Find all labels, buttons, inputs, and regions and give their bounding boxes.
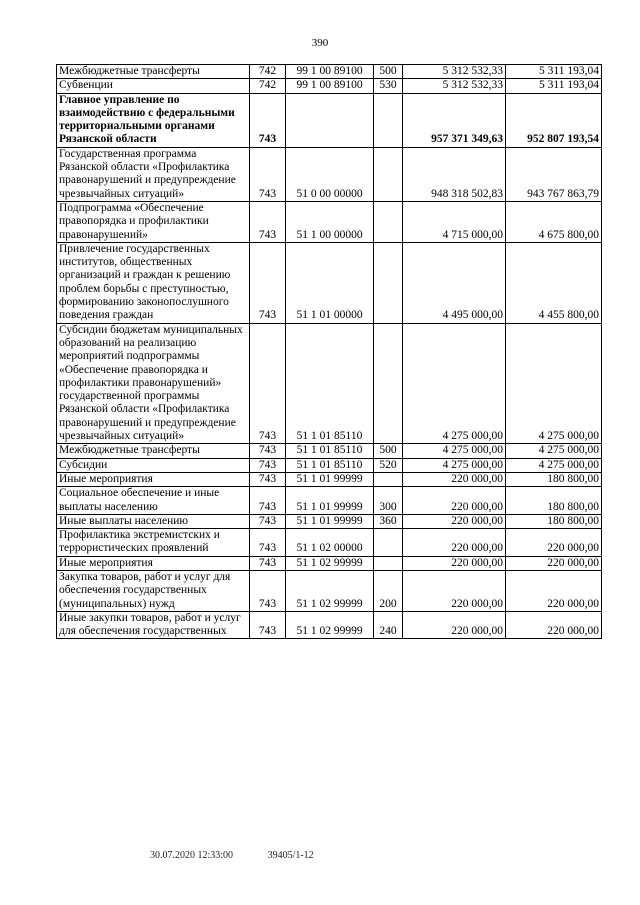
table-row [57, 147, 602, 201]
row-vr-code: 530 [374, 79, 403, 93]
row-ved-code: 742 [250, 79, 286, 93]
row-sum-2022: 220 000,00 [506, 611, 602, 639]
row-csr-code: 99 1 00 89100 [286, 65, 374, 79]
row-sum-2021: 5 312 532,33 [403, 65, 506, 79]
table-row [57, 472, 602, 486]
row-sum-2021: 957 371 349,63 [403, 93, 506, 147]
table-row [57, 570, 602, 611]
row-sum-2022: 4 675 800,00 [506, 201, 602, 242]
row-csr-code: 51 1 01 99999 [286, 487, 374, 515]
row-vr-code [374, 472, 403, 486]
row-vr-code [374, 93, 403, 147]
row-sum-2021: 220 000,00 [403, 570, 506, 611]
row-vr-code: 520 [374, 458, 403, 472]
row-csr-code: 51 1 02 00000 [286, 529, 374, 557]
row-vr-code [374, 556, 403, 570]
footer-timestamp: 30.07.2020 12:33:00 [150, 850, 234, 861]
row-name: Социальное обеспечение и иные выплаты населению [57, 487, 250, 515]
row-vr-code: 500 [374, 65, 403, 79]
row-ved-code: 743 [250, 570, 286, 611]
row-ved-code: 743 [250, 242, 286, 323]
row-vr-code [374, 147, 403, 201]
row-sum-2021: 220 000,00 [403, 529, 506, 557]
table-row [57, 556, 602, 570]
row-sum-2021: 4 275 000,00 [403, 323, 506, 444]
row-sum-2022: 4 275 000,00 [506, 323, 602, 444]
row-sum-2022: 943 767 863,79 [506, 147, 602, 201]
budget-table-body [57, 65, 602, 639]
row-ved-code: 743 [250, 201, 286, 242]
row-name: Привлечение государственных институтов, общественных организаций и граждан к решению проблем борьбы с преступностью, формированию законопослушного поведения граждан [57, 242, 250, 323]
row-sum-2022: 952 807 193,54 [506, 93, 602, 147]
row-vr-code [374, 529, 403, 557]
row-name: Государственная программа Рязанской области «Профилактика правонарушений и предупреждение чрезвычайных ситуаций» [57, 147, 250, 201]
footer [150, 850, 346, 861]
row-sum-2022: 180 800,00 [506, 514, 602, 528]
table-row [57, 611, 602, 639]
row-sum-2021: 220 000,00 [403, 487, 506, 515]
row-name: Иные мероприятия [57, 472, 250, 486]
row-vr-code [374, 201, 403, 242]
row-sum-2021: 4 275 000,00 [403, 444, 506, 458]
row-sum-2021: 4 275 000,00 [403, 458, 506, 472]
row-csr-code: 51 1 02 99999 [286, 570, 374, 611]
page-number: 390 [311, 37, 329, 49]
row-name: Профилактика экстремистских и террористических проявлений [57, 529, 250, 557]
row-name: Межбюджетные трансферты [57, 65, 250, 79]
row-ved-code: 743 [250, 93, 286, 147]
row-sum-2022: 4 455 800,00 [506, 242, 602, 323]
table-row [57, 487, 602, 515]
row-sum-2021: 4 715 000,00 [403, 201, 506, 242]
row-csr-code: 51 1 01 00000 [286, 242, 374, 323]
table-row [57, 323, 602, 444]
row-sum-2021: 948 318 502,83 [403, 147, 506, 201]
row-sum-2021: 220 000,00 [403, 472, 506, 486]
row-csr-code: 51 1 00 00000 [286, 201, 374, 242]
row-ved-code: 743 [250, 472, 286, 486]
row-ved-code: 743 [250, 458, 286, 472]
row-vr-code [374, 323, 403, 444]
table-row [57, 242, 602, 323]
table-row [57, 65, 602, 79]
row-vr-code: 240 [374, 611, 403, 639]
row-csr-code: 51 0 00 00000 [286, 147, 374, 201]
row-sum-2022: 220 000,00 [506, 556, 602, 570]
row-sum-2022: 220 000,00 [506, 529, 602, 557]
row-name: Иные мероприятия [57, 556, 250, 570]
row-name: Иные закупки товаров, работ и услуг для обеспечения государственных [57, 611, 250, 639]
row-sum-2022: 4 275 000,00 [506, 458, 602, 472]
row-csr-code: 51 1 01 85110 [286, 323, 374, 444]
row-sum-2021: 220 000,00 [403, 514, 506, 528]
row-vr-code: 300 [374, 487, 403, 515]
table-row [57, 529, 602, 557]
table-row [57, 201, 602, 242]
row-sum-2021: 220 000,00 [403, 611, 506, 639]
row-ved-code: 743 [250, 147, 286, 201]
row-sum-2022: 220 000,00 [506, 570, 602, 611]
row-csr-code: 51 1 01 99999 [286, 472, 374, 486]
row-csr-code: 51 1 02 99999 [286, 611, 374, 639]
row-ved-code: 743 [250, 529, 286, 557]
row-sum-2022: 5 311 193,04 [506, 65, 602, 79]
row-vr-code: 500 [374, 444, 403, 458]
footer-doc-id: 39405/1-12 [267, 850, 314, 861]
row-name: Главное управление по взаимодействию с федеральными территориальными органами Рязанской области [57, 93, 250, 147]
row-csr-code: 51 1 01 85110 [286, 458, 374, 472]
table-row [57, 514, 602, 528]
row-csr-code: 51 1 01 99999 [286, 514, 374, 528]
row-csr-code [286, 93, 374, 147]
row-name: Подпрограмма «Обеспечение правопорядка и профилактики правонарушений» [57, 201, 250, 242]
row-name: Субсидии бюджетам муниципальных образований на реализацию мероприятий подпрограммы «Обеспечение правопорядка и профилактики правонарушений» государственной программы Рязанской области «Профилактика правонарушений и предупреждение чрезвычайных ситуаций» [57, 323, 250, 444]
table-row [57, 93, 602, 147]
row-sum-2022: 4 275 000,00 [506, 444, 602, 458]
row-ved-code: 743 [250, 323, 286, 444]
row-name: Межбюджетные трансферты [57, 444, 250, 458]
row-name: Субвенции [57, 79, 250, 93]
budget-table [56, 64, 602, 639]
row-ved-code: 743 [250, 487, 286, 515]
row-ved-code: 743 [250, 514, 286, 528]
row-name: Субсидии [57, 458, 250, 472]
row-csr-code: 51 1 01 85110 [286, 444, 374, 458]
row-sum-2022: 180 800,00 [506, 472, 602, 486]
row-sum-2021: 5 312 532,33 [403, 79, 506, 93]
row-name: Закупка товаров, работ и услуг для обеспечения государственных (муниципальных) нужд [57, 570, 250, 611]
row-ved-code: 743 [250, 556, 286, 570]
row-sum-2022: 180 800,00 [506, 487, 602, 515]
row-vr-code [374, 242, 403, 323]
row-ved-code: 743 [250, 444, 286, 458]
row-sum-2022: 5 311 193,04 [506, 79, 602, 93]
table-row [57, 444, 602, 458]
row-vr-code: 200 [374, 570, 403, 611]
row-name: Иные выплаты населению [57, 514, 250, 528]
row-vr-code: 360 [374, 514, 403, 528]
table-row [57, 79, 602, 93]
row-csr-code: 99 1 00 89100 [286, 79, 374, 93]
table-row [57, 458, 602, 472]
row-csr-code: 51 1 02 99999 [286, 556, 374, 570]
row-sum-2021: 220 000,00 [403, 556, 506, 570]
row-sum-2021: 4 495 000,00 [403, 242, 506, 323]
row-ved-code: 742 [250, 65, 286, 79]
row-ved-code: 743 [250, 611, 286, 639]
